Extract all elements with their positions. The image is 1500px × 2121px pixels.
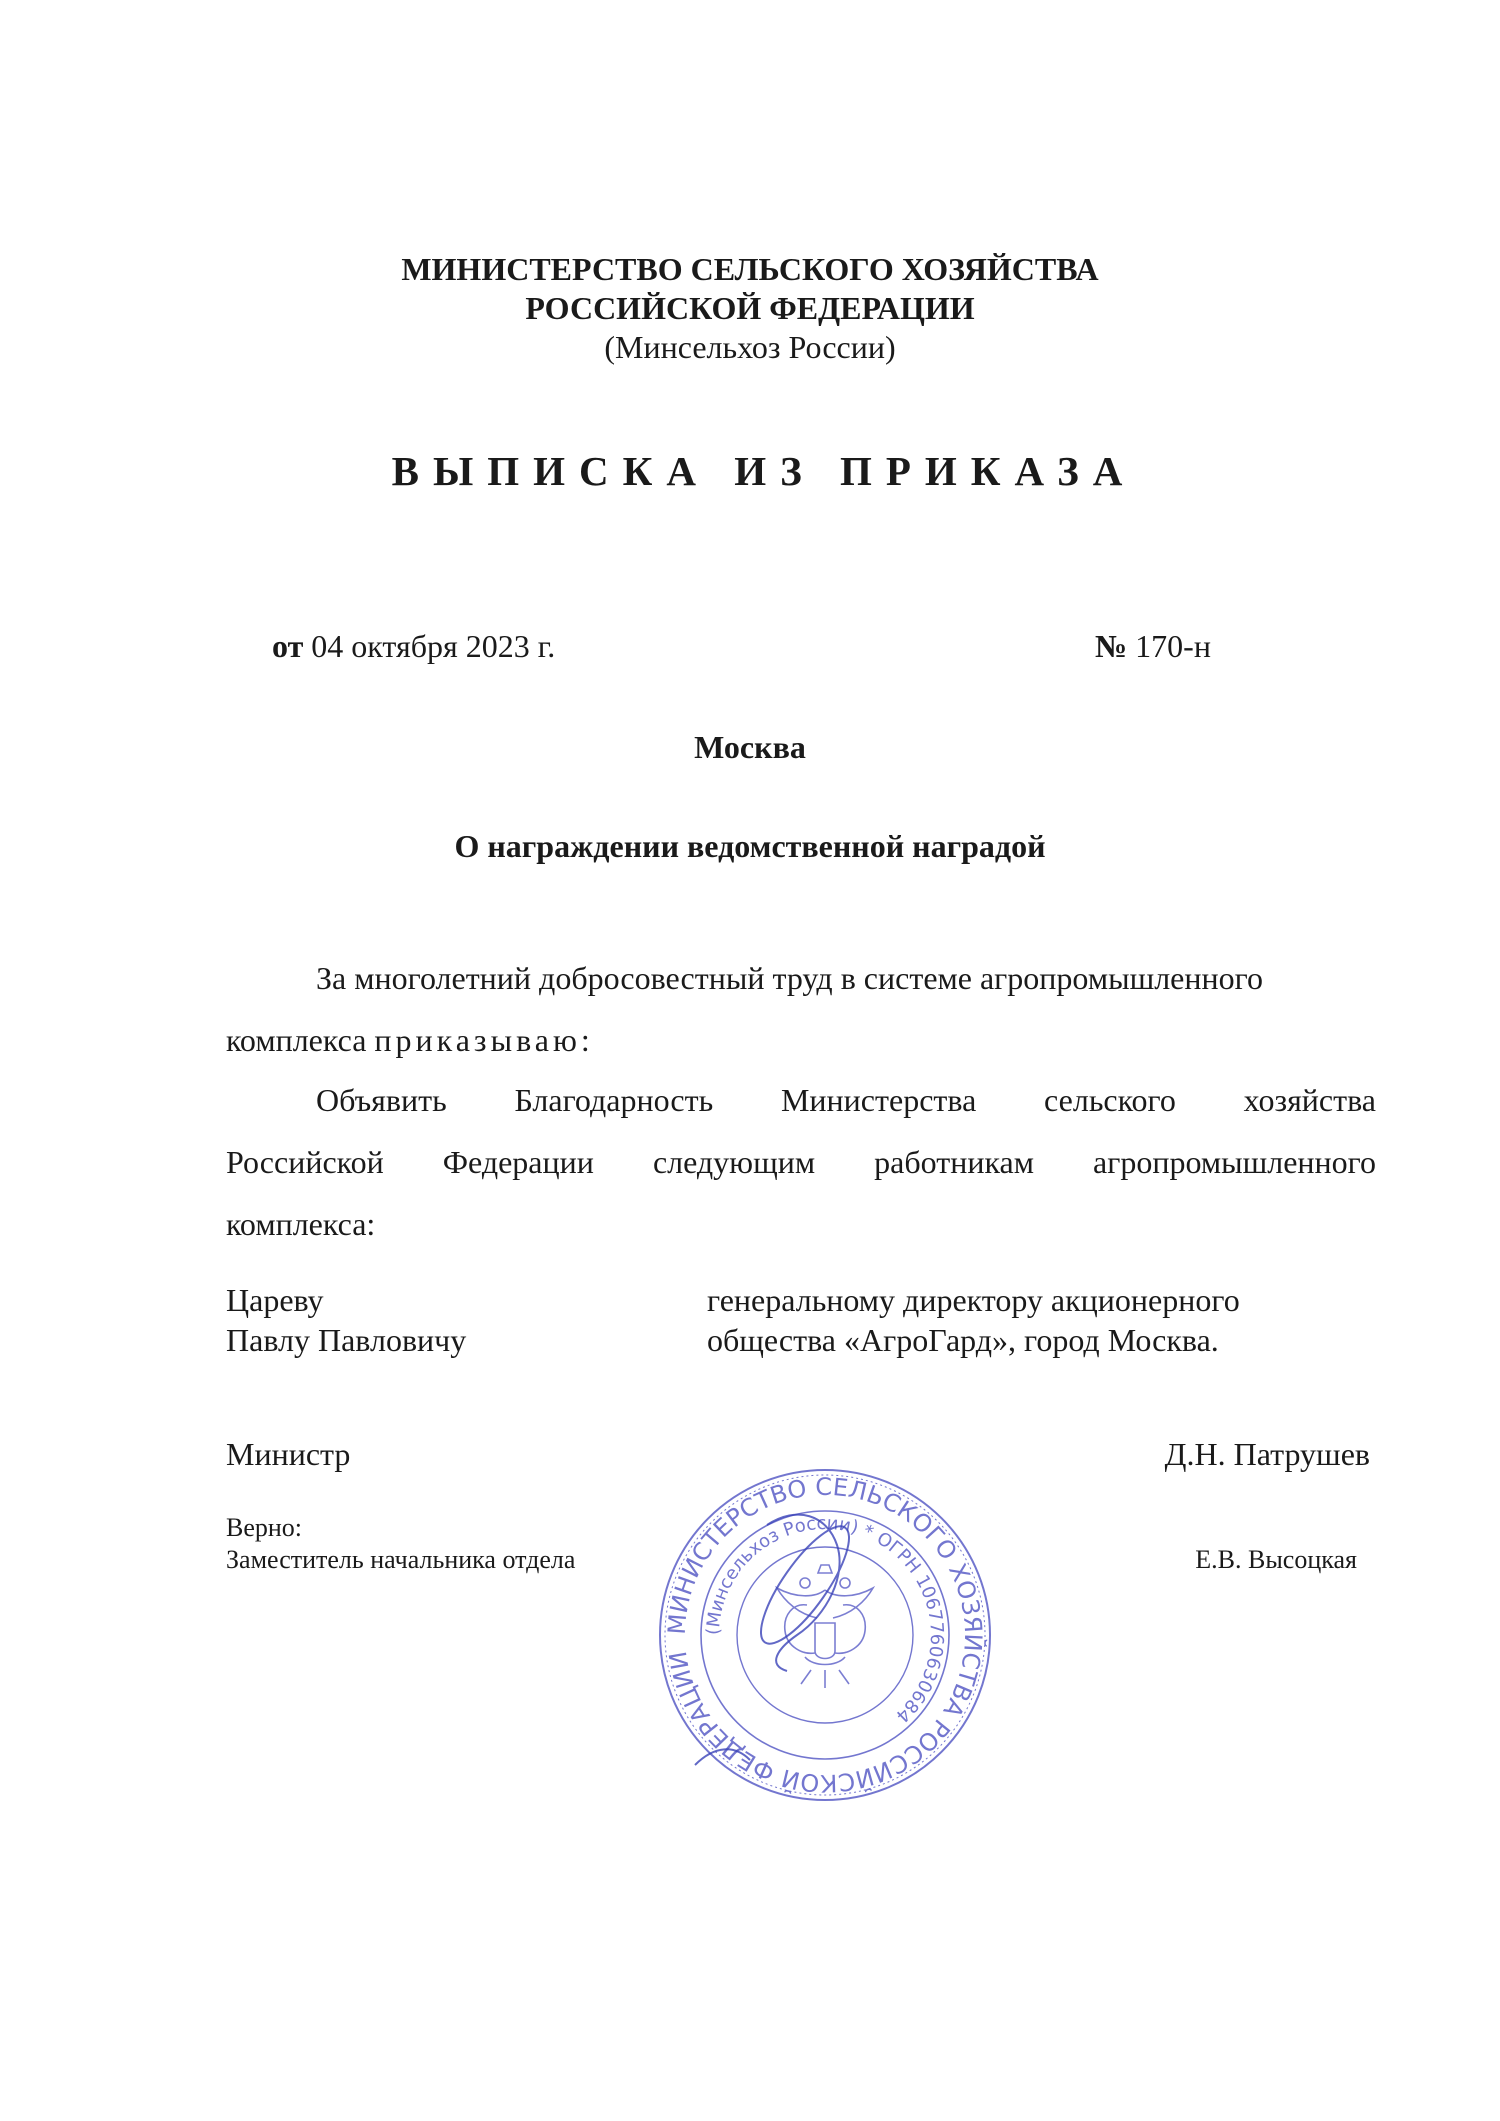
ministry-name-line2: РОССИЙСКОЙ ФЕДЕРАЦИИ	[525, 290, 975, 326]
official-seal	[655, 1465, 995, 1805]
paragraph-1-line-1: За многолетний добросовестный труд в системе агропромышленного	[316, 960, 1263, 996]
seal-inner-textpath: (Минсельхоз России) * ОГРН 1067760630684	[702, 1512, 948, 1727]
order-subject: О награждении ведомственной наградой	[454, 828, 1046, 864]
paragraph-2-line-2: Российской Федерации следующим работникам агропромышленного	[226, 1144, 1376, 1180]
double-headed-eagle-emblem	[777, 1565, 873, 1688]
order-number	[1095, 626, 1211, 666]
awardee-name	[226, 1280, 676, 1360]
number-prefix: №	[1095, 628, 1128, 664]
date-value: 04 октября 2023 г.	[311, 628, 556, 664]
signatory-name: Д.Н. Патрушев	[1164, 1436, 1370, 1472]
paragraph-2-line-1: Объявить Благодарность Министерства сельского хозяйства	[316, 1082, 1376, 1118]
verification-block	[226, 1512, 575, 1576]
signatory-role: Министр	[226, 1436, 351, 1472]
verification-name: Е.В. Высоцкая	[1195, 1545, 1357, 1574]
city: Москва	[694, 729, 806, 765]
paragraph-1	[226, 958, 1376, 1082]
number-value: 170-н	[1135, 628, 1211, 664]
awardee-given-names: Павлу Павловичу	[226, 1322, 467, 1358]
awardee-position-line2: общества «АгроГард», город Москва.	[707, 1322, 1219, 1358]
order-verb: приказываю:	[374, 1022, 594, 1058]
awardee-position-line1: генеральному директору акционерного	[707, 1282, 1240, 1318]
awardee-position	[707, 1280, 1407, 1360]
awardee-surname: Цареву	[226, 1282, 324, 1318]
seal-outer-textpath: МИНИСТЕРСТВО СЕЛЬСКОГО ХОЗЯЙСТВА РОССИЙСКОЙ ФЕДЕРАЦИИ	[662, 1472, 988, 1798]
paragraph-1-line-2	[226, 1020, 1376, 1082]
paragraph-2	[226, 1080, 1376, 1266]
document-title: ВЫПИСКА ИЗ ПРИКАЗА	[391, 448, 1137, 494]
order-date	[272, 626, 555, 666]
ministry-name-line1: МИНИСТЕРСТВО СЕЛЬСКОГО ХОЗЯЙСТВА	[401, 251, 1099, 287]
verification-role: Заместитель начальника отдела	[226, 1545, 576, 1574]
ministry-short-name: (Минсельхоз России)	[604, 329, 896, 365]
ministry-header	[0, 250, 1500, 367]
paragraph-1-line-2-start: комплекса	[226, 1022, 367, 1058]
paragraph-2-line-3: комплекса:	[226, 1206, 376, 1242]
date-prefix: от	[272, 628, 304, 664]
verification-label: Верно:	[226, 1513, 303, 1542]
